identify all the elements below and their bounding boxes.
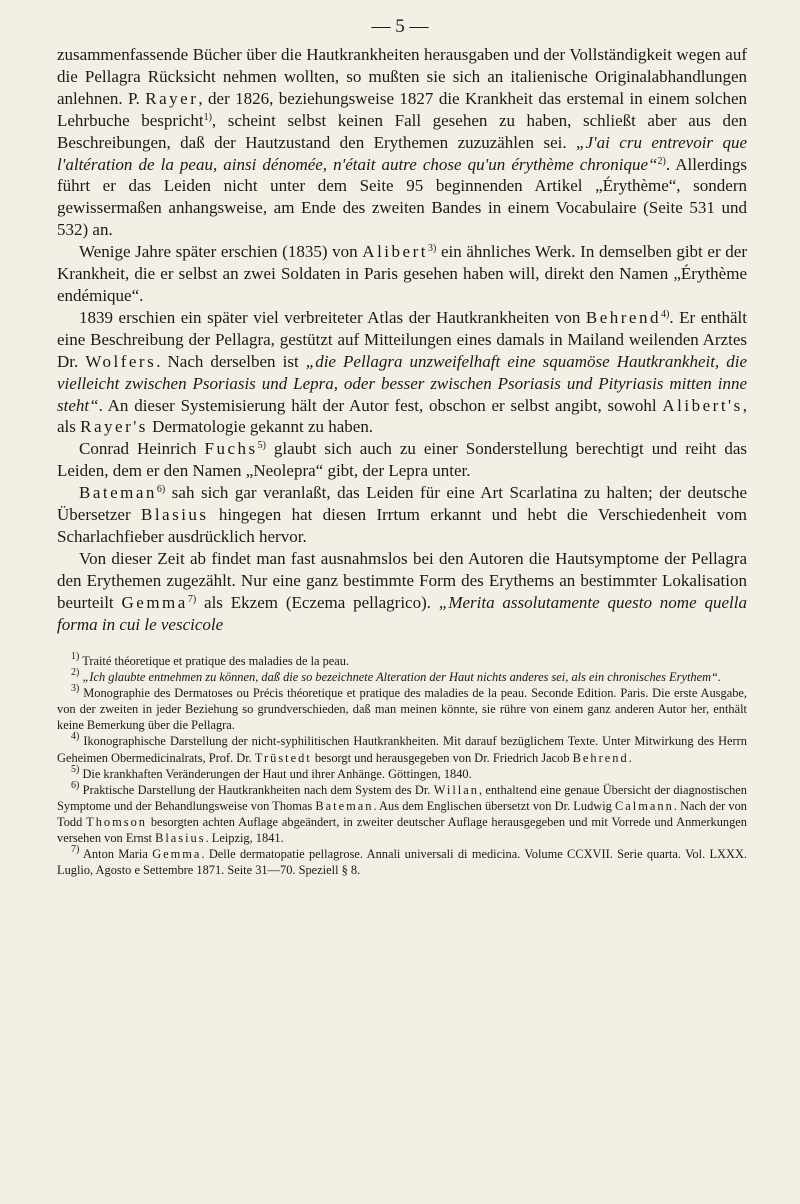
quotation: „die Pellagra unzweifelhaft eine squamöse Hautkrankheit, die vielleicht zwischen Psoriasis und Lepra, oder besser zwischen Psoriasis und Pityriasis mitten inne steht“ [57,351,748,415]
author-name: Calmann [615,798,674,813]
author-name: Trüstedt [254,750,312,765]
footnotes [57,653,747,878]
footnote-marker: 3) [71,683,80,695]
author-name: Alibert's [662,395,743,415]
footnote: $^{5)}$ Die krankhaften Veränderungen der Haut und ihrer Anhänge. Göttingen, 1840. [71,763,472,781]
footnote: $^{7)}$ Anton Maria Gemma. Delle dermatopatie pellagrose. Annali universali di medicina. Volume CCXVII. Serie quarta. Vol. LXXX. Luglio, Agosto e Settembre 1871. Seite 31—70. Speziell § 8. [57,844,748,878]
author-name: Bateman [315,798,374,813]
footnote-marker: 1) [71,651,80,662]
paragraph: Wenige Jahre später erschien (1835) von Alibert$^{3)}$ ein ähnliches Werk. In demselben gibt er der Krankheit, die er selbst an zwei Soldaten in Paris gesehen haben will, direkt den Namen „Érythème endémique“. [57,242,747,305]
author-name: Thomson [86,814,147,829]
author-name: Bateman [79,483,157,503]
author-name: Blasius [155,831,206,846]
page-number: — 5 — [371,16,429,37]
quotation: „J'ai cru entrevoir que l'altération de la peau, ainsi dénomée, n'était autre chose qu'un érythème chronique“ [57,132,747,174]
paragraph: Von dieser Zeit ab findet man fast ausnahmslos bei den Autoren die Hautsymptome der Pellagra den Erythemen zugezählt. Nur eine ganz bestimmte Form des Erythems an bestimmter Lokalisation beurteilt Gemma$^{7)}$ als Ekzem (Eczema pellagrico). „Merita assolutamente questo nome quella forma in cui le vescicole [57,548,747,634]
paragraph: 1839 erschien ein später viel verbreiteter Atlas der Hautkrankheiten von Behrend$^{4)}$. Er enthält eine Beschreibung der Pellagra, gestützt auf Mitteilungen eines damals in Mailand weilenden Arztes Dr. Wolfers. Nach derselben ist „die Pellagra unzweifelhaft eine squamöse Hautkrankheit, die vielleicht zwischen Psoriasis und Lepra, oder besser zwischen Psoriasis und Pityriasis mitten inne steht“. An dieser Systemisierung hält der Autor fest, obschon er selbst angibt, sowohl Alibert's, als Rayer's Dermatologie gekannt zu haben. [57,307,748,437]
author-name: Rayer [145,88,199,108]
author-name: Behrend [585,307,661,327]
author-name: Willan [433,782,479,797]
footnote-marker: 7) [71,844,80,856]
author-name: Behrend [572,750,629,765]
author-name: Wolfers [85,351,157,371]
footnote: $^{3)}$ Monographie des Dermatoses ou Précis théoretique et pratique des maladies de la peau. Seconde Edition. Paris. Die erste Ausgabe, von der zweiten in jeder Beziehung so grundverschieden, daß man meinen könnte, sie rühre von einem ganz anderen Autor her, enthält keine Bemerkung über die Pellagra. [57,683,747,733]
author-name: Gemma [152,847,202,862]
author-name: Rayer's [80,417,148,437]
quotation: „Ich glaubte entnehmen zu können, daß die so bezeichnete Alteration der Haut nichts anderes sei, als ein chronisches Erythem“. [82,670,722,685]
paragraph: zusammenfassende Bücher über die Hautkrankheiten herausgaben und der Vollständigkeit wegen auf die Pellagra Rücksicht nehmen wollten, so mußten sie sich an italienische Originalabhandlungen anlehnen. P. Rayer, der 1826, beziehungsweise 1827 die Krankheit das erstemal in einem solchen Lehrbuche bespricht$^{1)}$, scheint selbst keinen Fall gesehen zu haben, schließt aber aus den Beschreibungen, daß der Hautzustand den Erythemen zuzuzählen sei. „J'ai cru entrevoir que l'altération de la peau, ainsi dénomée, n'était autre chose qu'un érythème chronique“$^{2)}$. Allerdings führt er das Leiden nicht unter dem Seite 95 beginnenden Artikel „Érythème“, sondern gewissermaßen anhangsweise, am Ende des zweiten Bandes in einem Vocabulaire (Seite 531 und 532) an. [57,45,747,240]
footnote-marker: 2) [71,667,80,679]
footnote-ref: 6) [156,484,166,496]
footnote: $^{6)}$ Praktische Darstellung der Hautkrankheiten nach dem System des Dr. Willan, enthaltend eine genaue Übersicht der diagnostischen Symptome und der Behandlungsweise von Thomas Bateman. Aus dem Englischen übersetzt von Dr. Ludwig Calmann. Nach der von Todd Thomson besorgten achten Auflage abgeändert, in zweiter deutscher Auflage herausgegeben und mit Vorrede und Anmerkungen versehen von Ernst Blasius. Leipzig, 1841. [57,779,748,846]
author-name: Fuchs [204,439,258,459]
footnote-ref: 3) [427,243,437,255]
paragraph: Conrad Heinrich Fuchs$^{5)}$ glaubt sich auch zu einer Sonderstellung berechtigt und reiht das Leiden, dem er den Namen „Neolepra“ gibt, der Lepra unter. [57,439,747,481]
footnote-ref: 5) [257,440,266,452]
footnote: $^{1)}$ Traité théoretique et pratique des maladies de la peau. [71,651,350,668]
quotation: „Merita assolutamente questo nome quella forma in cui le vescicole [57,592,747,634]
footnote-ref: 1) [203,111,212,123]
footnote-marker: 6) [71,779,80,791]
paragraph: Bateman$^{6)}$ sah sich gar veranlaßt, das Leiden für eine Art Scarlatina zu halten; der deutsche Übersetzer Blasius hingegen hat diesen Irrtum erkannt und hebt die Verschiedenheit vom Scharlachfieber ausdrücklich hervor. [57,483,748,546]
footnote-ref: 7) [187,593,197,605]
footnote-ref: 4) [660,308,670,320]
footnote: $^{4)}$ Ikonographische Darstellung der nicht-syphilitischen Hautkrankheiten. Mit darauf bezüglichem Texte. Unter Mitwirkung des Herrn Geheimen Obermedicinalrats, Prof. Dr. Trüstedt besorgt und herausgegeben von Dr. Friedrich Jacob Behrend. [57,731,747,765]
footnote-marker: 4) [71,731,80,743]
footnote-ref: 2) [657,155,666,167]
author-name: Blasius [140,505,209,525]
footnote [57,669,747,685]
author-name: Gemma [121,592,188,612]
footnote-marker: 5) [71,763,80,775]
author-name: Alibert [362,242,428,262]
body-text [57,44,747,635]
